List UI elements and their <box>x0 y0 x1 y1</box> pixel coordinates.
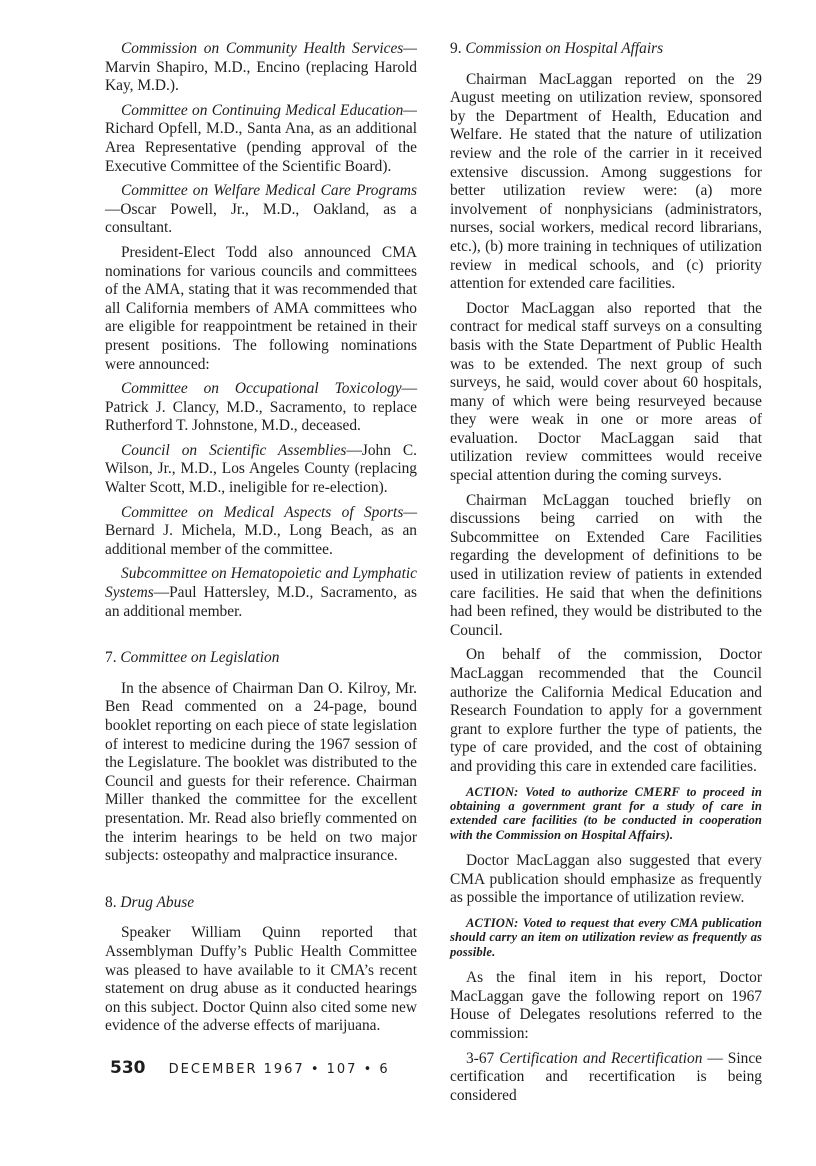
committee-name: Council on Scientific Assemblies <box>121 441 347 459</box>
section-heading-legislation: 7. Committee on Legislation <box>105 649 280 667</box>
nomination-text: —John C. Wilson, Jr., M.D., Los Angeles County (replacing Walter Scott, M.D., ineligible for re-election). <box>105 441 417 497</box>
resolution-title: Certification and Recertification <box>499 1049 703 1067</box>
committee-name: Committee on Continuing Medical Education— <box>121 101 417 119</box>
nomination-text: —Paul Hattersley, M.D., Sacramento, as an additional member. <box>105 584 417 620</box>
nomination-entry <box>105 182 417 238</box>
nomination-entry <box>105 442 417 498</box>
action-note: ACTION: Voted to request that every CMA publication should carry an item on utilization review as frequently as possible. <box>450 915 762 959</box>
nomination-entry <box>105 565 417 621</box>
nomination-entry <box>105 504 417 560</box>
committee-name: Committee on Welfare Medical Care Programs <box>121 182 417 200</box>
nomination-text: Marvin Shapiro, M.D., Encino (replacing Harold Kay, M.D.). <box>105 58 417 95</box>
resolution-entry <box>450 1050 762 1106</box>
right-column <box>450 40 762 1111</box>
section-heading-hospital-affairs: 9. Commission on Hospital Affairs <box>450 40 664 57</box>
hospital-paragraph: Doctor MacLaggan also reported that the contract for medical staff surveys on a consulting basis with the State Department of Public Health was to be extended. The next group of such surveys, he said, would cover about 60 hospitals, many of which were being resurveyed because they were weak in one or more areas of evaluation. Doctor MacLaggan said that utilization review committees would receive special attention during the coming surveys. <box>450 299 762 485</box>
committee-name: Committee on Occupational Toxicology <box>121 380 402 398</box>
committee-name: Committee on Medical Aspects of Sports— <box>121 503 417 521</box>
resolution-text: — Since certification and recertification is being considered <box>450 1049 762 1104</box>
resolution-number: 3-67 <box>466 1049 495 1067</box>
action-note: ACTION: Voted to authorize CMERF to proceed in obtaining a government grant for a study of care in extended care facilities (to be conducted in cooperation with the Commission on Hospital Affairs). <box>450 784 762 842</box>
page-footer <box>110 1058 390 1078</box>
left-column <box>105 40 417 1042</box>
nomination-text: Richard Opfell, M.D., Santa Ana, as an additional Area Representative (pending approval of the Executive Committee of the Scientific Board). <box>105 120 417 175</box>
hospital-paragraph: As the final item in his report, Doctor MacLaggan gave the following report on 1967 House of Delegates resolutions referred to the commission: <box>450 969 762 1042</box>
hospital-paragraph: On behalf of the commission, Doctor MacLaggan recommended that the Council authorize the California Medical Education and Research Foundation to apply for a government grant to explore further the type of patients, the type of care provided, and the cost of obtaining and providing this care in extended care facilities. <box>450 646 762 775</box>
nomination-text: —Oscar Powell, Jr., M.D., Oakland, as a consultant. <box>105 200 417 237</box>
page-number: 530 <box>110 1058 146 1078</box>
issue-info: DECEMBER 1967 • 107 • 6 <box>168 1062 390 1077</box>
drug-abuse-paragraph: Speaker William Quinn reported that Assemblyman Duffy’s Public Health Committee was pleased to have available to it CMA’s recent statement on drug abuse as it conducted hearings on this subject. Doctor Quinn also cited some new evidence of the adverse effects of marijuana. <box>105 924 417 1035</box>
hospital-paragraph: Chairman McLaggan touched briefly on discussions being carried on with the Subcommittee on Extended Care Facilities regarding the development of definitions to be used in utilization review of patients in extended care facilities. He said that when the definitions had been refined, they would be distributed to the Council. <box>450 491 762 639</box>
hospital-paragraph: Doctor MacLaggan also suggested that every CMA publication should emphasize as frequently as possible the importance of utilization review. <box>450 852 762 907</box>
committee-name: Subcommittee on Hematopoietic and Lymphatic Systems <box>105 565 417 602</box>
legislation-paragraph: In the absence of Chairman Dan O. Kilroy, Mr. Ben Read commented on a 24-page, bound booklet reporting on each piece of state legislation of interest to medicine during the 1967 session of the Legislature. The booklet was distributed to the Council and guests for their reference. Chairman Miller thanked the committee for the excellent presentation. Mr. Read also briefly commented on the interim hearings to be held on two major subjects: osteopathy and malpractice insurance. <box>105 679 417 865</box>
nomination-text: —Patrick J. Clancy, M.D., Sacramento, to replace Rutherford T. Johnstone, M.D., deceased. <box>105 380 417 435</box>
hospital-paragraph: Chairman MacLaggan reported on the 29 August meeting on utilization review, sponsored by the Department of Health, Education and Welfare. He stated that the nature of utilization review and the role of the carrier in it received extensive discussion. Among suggestions for better utilization review were: (a) more involvement of nonphysicians (administrators, nurses, social workers, medical record librarians, etc.), (b) more training in techniques of utilization review in medical schools, and (c) priority attention for extended care facilities. <box>450 70 762 293</box>
nomination-entry <box>105 102 417 176</box>
nomination-text: Bernard J. Michela, M.D., Long Beach, as an additional member of the committee. <box>105 522 417 558</box>
committee-name: Commission on Community Health Services— <box>121 40 417 57</box>
nomination-entry <box>105 380 417 436</box>
nomination-entry <box>105 40 417 96</box>
president-paragraph: President-Elect Todd also announced CMA nominations for various councils and committees of the AMA, stating that it was recommended that all California members of AMA committees who are eligible for reappointment be retained in their present positions. The following nominations were announced: <box>105 243 417 373</box>
section-heading-drug-abuse: 8. Drug Abuse <box>105 893 195 911</box>
